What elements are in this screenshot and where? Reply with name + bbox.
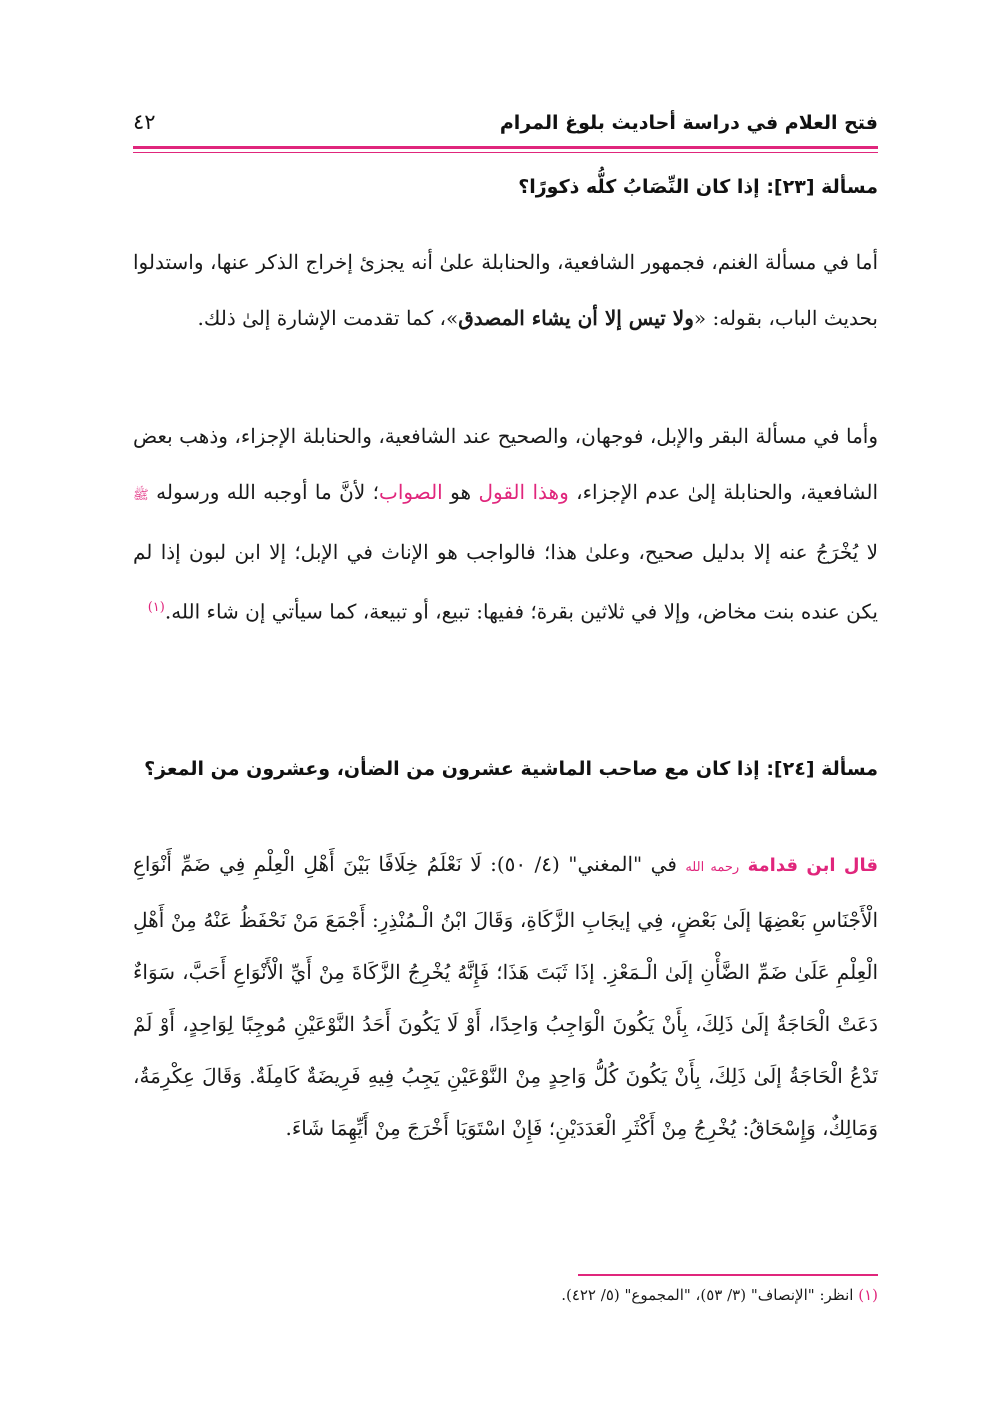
paragraph-text: لا يُخْرَجُ عنه إلا بدليل صحيح، وعلىٰ هذا؛ فالواجب هو الإناث في الإبل؛ إلا ابن لبون إذا لم يكن عنده بنت مخاض، وإلا في ثلاثين بقرة؛ ففيها: تبيع، أو تبيعة، كما سيأتي إن شاء الله. <box>133 540 878 624</box>
paragraph-text: ؛ لأنَّ ما أوجبه الله ورسوله <box>148 480 380 504</box>
quote-text: في <box>642 852 686 876</box>
issue-title: إذا كان النِّصَابُ كلُّه ذكورًا؟ <box>518 176 760 198</box>
running-header <box>133 108 878 142</box>
quote-author: قال ابن قدامة <box>747 855 878 876</box>
honorific-glyph: ﷺ <box>133 488 149 503</box>
issue-label: مسألة [٢٤]: <box>766 758 878 780</box>
paragraph-1 <box>133 234 878 346</box>
header-rule <box>133 146 878 149</box>
highlight-phrase: وهذا القول <box>478 480 569 504</box>
paragraph-text: وأما في مسألة البقر والإبل، فوجهان، والصحيح عند الشافعية، والحنابلة الإجزاء، وذهب بعض الشافعية، والحنابلة إلىٰ عدم الإجزاء، <box>133 424 879 504</box>
book-reference: (٤/ ٥٠): <box>481 852 569 876</box>
footnote-rule <box>578 1274 878 1276</box>
paragraph-text: أما في مسألة الغنم، فجمهور الشافعية، والحنابلة علىٰ أنه يجزئ إخراج الذكر عنها، واستدلوا بحديث الباب، بقوله: « <box>133 250 878 330</box>
highlight-phrase-2: الصواب <box>379 480 443 504</box>
footnote-text: انظر: "الإنصاف" (٣/ ٥٣)، "المجموع" (٥/ ٤٢٢). <box>561 1286 854 1304</box>
footnote <box>133 1286 878 1304</box>
paragraph-2 <box>133 408 878 640</box>
footnote-reference[interactable]: (١) <box>147 600 165 615</box>
hadith-quote: ولا تيس إلا أن يشاء المصدق <box>458 306 694 330</box>
issue-23-heading <box>133 176 878 198</box>
book-title: فتح العلام في دراسة أحاديث بلوغ المرام <box>499 112 878 134</box>
book-name: "المغني" <box>568 852 643 876</box>
quote-body: لَا نَعْلَمُ خِلَافًا بَيْنَ أَهْلِ الْعِلْمِ فِي ضَمِّ أَنْوَاعِ الْأَجْنَاسِ بَعْضِهَا إلَىٰ بَعْضٍ، فِي إيجَابِ الزَّكَاةِ، وَقَالَ ابْنُ الْـمُنْذِرِ: أَجْمَعَ مَنْ نَحْفَظُ عَنْهُ مِنْ أَهْلِ الْعِلْمِ عَلَىٰ ضَمِّ الضَّأْنِ إلَىٰ الْـمَعْزِ. إذَا ثَبَتَ هَذَا؛ فَإِنَّهُ يُخْرِجُ الزَّكَاةَ مِنْ أَيِّ الْأَنْوَاعِ أَحَبَّ، سَوَاءٌ دَعَتْ الْحَاجَةُ إلَىٰ ذَلِكَ، بِأَنْ يَكُونَ الْوَاجِبُ وَاحِدًا، أَوْ لَا يَكُونَ أَحَدُ النَّوْعَيْنِ مُوجِبًا لِوَاحِدٍ، أَوْ لَمْ تَدْعُ الْحَاجَةُ إلَىٰ ذَلِكَ، بِأَنْ يَكُونَ كُلُّ وَاحِدٍ مِنْ النَّوْعَيْنِ يَجِبُ فِيهِ فَرِيضَةٌ كَامِلَةٌ. وَقَالَ عِكْرِمَةُ، وَمَالِكٌ، وَإِسْحَاقُ: يُخْرِجُ مِنْ أَكْثَرِ الْعَدَدَيْنِ؛ فَإِنْ اسْتَوَيَا أَخْرَجَ مِنْ أَيِّهِمَا شَاءَ. <box>133 852 878 1140</box>
page-number: ٤٢ <box>133 110 156 134</box>
honorific-glyph: رحمه الله <box>685 860 740 875</box>
issue-label: مسألة [٢٣]: <box>766 176 878 198</box>
paragraph-text: »، كما تقدمت الإشارة إلىٰ ذلك. <box>197 306 459 330</box>
header-rule-thin <box>133 152 878 153</box>
quote-block <box>133 838 878 1154</box>
issue-24-heading <box>133 748 878 790</box>
paragraph-text: هو <box>442 480 479 504</box>
issue-title: إذا كان مع صاحب الماشية عشرون من الضأن، وعشرون من المعز؟ <box>144 758 760 780</box>
footnote-number: (١) <box>858 1286 878 1304</box>
